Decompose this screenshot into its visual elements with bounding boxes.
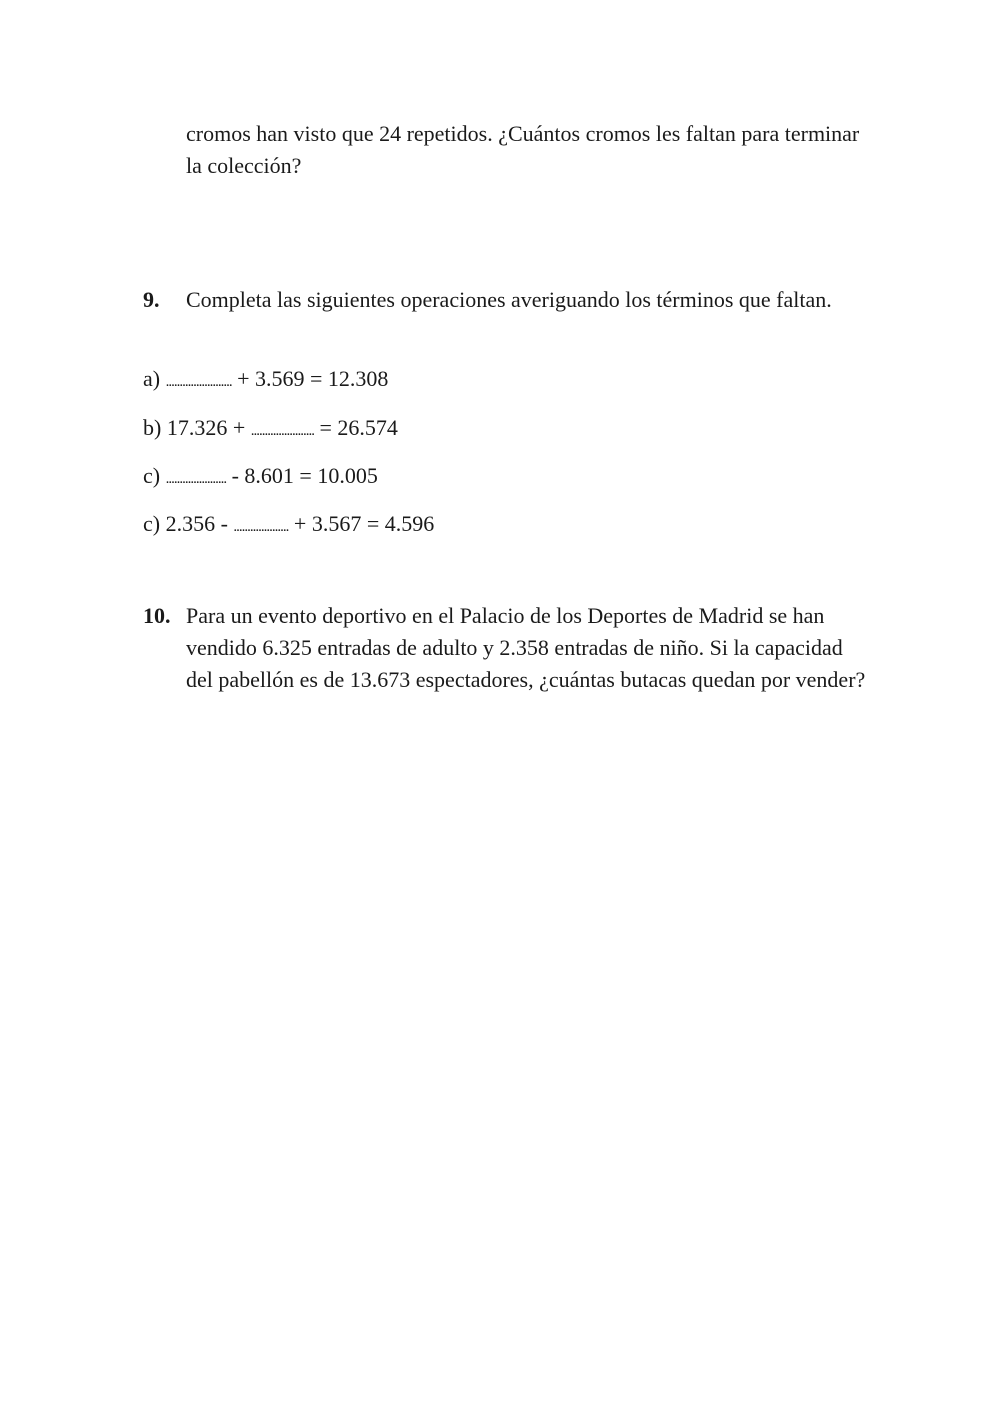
equation-suffix: + 3.567 = 4.596 bbox=[288, 511, 435, 536]
answer-blank[interactable]: ....................... bbox=[250, 423, 314, 439]
answer-blank[interactable]: ...................... bbox=[165, 471, 227, 487]
equation-prefix: c) 2.356 - bbox=[143, 511, 234, 536]
equation-prefix: b) 17.326 + bbox=[143, 415, 251, 440]
equation-b bbox=[143, 412, 398, 447]
equation-suffix: + 3.569 = 12.308 bbox=[231, 366, 389, 391]
question-10-number: 10. bbox=[143, 603, 171, 628]
answer-blank[interactable]: .................... bbox=[233, 519, 289, 535]
equation-c bbox=[143, 460, 378, 495]
equation-d bbox=[143, 508, 434, 543]
equation-a bbox=[143, 363, 388, 398]
question-9-number: 9. bbox=[143, 287, 160, 312]
equation-suffix: = 26.574 bbox=[313, 415, 398, 440]
equation-prefix: c) bbox=[143, 463, 166, 488]
equation-suffix: - 8.601 = 10.005 bbox=[226, 463, 378, 488]
equation-prefix: a) bbox=[143, 366, 166, 391]
question-9-text: Completa las siguientes operaciones averiguando los términos que faltan. bbox=[186, 287, 832, 312]
question-10-text: Para un evento deportivo en el Palacio de los Deportes de Madrid se han vendido 6.325 entradas de adulto y 2.358 entradas de niño. Si la capacidad del pabellón es de 13.673 espectadores, ¿cuántas butacas quedan por vender? bbox=[186, 603, 866, 692]
answer-blank[interactable]: ........................ bbox=[165, 374, 232, 390]
question-8-continuation: cromos han visto que 24 repetidos. ¿Cuántos cromos les faltan para terminar la colección? bbox=[186, 121, 860, 178]
